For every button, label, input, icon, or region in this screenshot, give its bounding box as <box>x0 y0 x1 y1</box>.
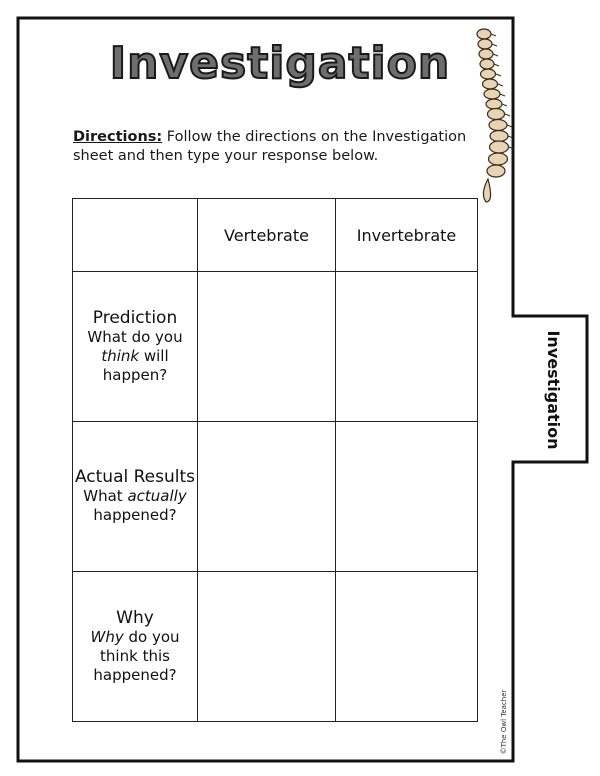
spine-icon <box>466 24 518 204</box>
response-cell-vertebrate-why[interactable] <box>198 572 336 722</box>
table-row <box>73 422 478 572</box>
header-cell-empty <box>73 199 198 272</box>
row-title: Prediction <box>92 307 178 328</box>
response-cell-invertebrate-results[interactable] <box>336 422 478 572</box>
copyright-credit: ©The Owl Teacher <box>500 689 508 755</box>
row-title: Why <box>116 607 154 628</box>
row-header-why <box>73 572 198 722</box>
header-cell-vertebrate: Vertebrate <box>198 199 336 272</box>
directions-text <box>73 128 473 166</box>
table-row <box>73 572 478 722</box>
response-cell-vertebrate-results[interactable] <box>198 422 336 572</box>
page-title: Investigation <box>109 38 451 89</box>
table-header-row <box>73 199 478 272</box>
row-prompt: Why do you think this happened? <box>90 627 180 684</box>
row-header-prediction <box>73 272 198 422</box>
response-cell-invertebrate-why[interactable] <box>336 572 478 722</box>
directions-body: Follow the directions on the Investigation sheet and then type your response below. <box>73 129 467 164</box>
row-prompt: What do you think will happen? <box>87 327 183 384</box>
row-header-actual-results <box>73 422 198 572</box>
comparison-table <box>72 198 478 722</box>
table-row <box>73 272 478 422</box>
response-cell-vertebrate-prediction[interactable] <box>198 272 336 422</box>
tab-label[interactable]: Investigation <box>544 330 563 450</box>
row-prompt: What actually happened? <box>83 487 187 524</box>
directions-label: Directions: <box>73 129 163 145</box>
row-title: Actual Results <box>74 467 196 487</box>
header-cell-invertebrate: Invertebrate <box>336 199 478 272</box>
response-cell-invertebrate-prediction[interactable] <box>336 272 478 422</box>
